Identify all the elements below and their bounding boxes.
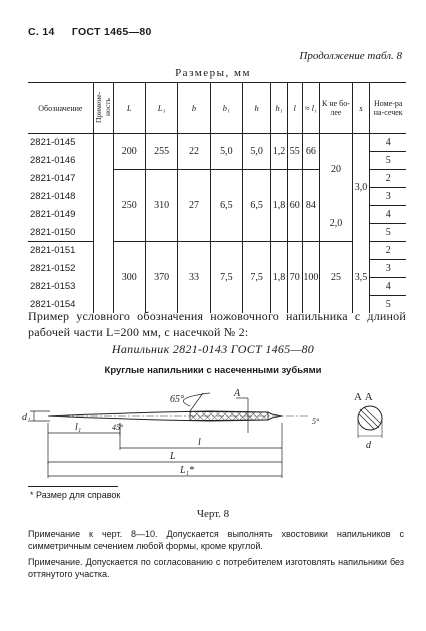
round-file-drawing <box>20 378 410 483</box>
col-b: b <box>178 83 210 134</box>
dimension-labels <box>22 388 320 476</box>
col-K: К не бо-лее <box>320 83 352 134</box>
col-applicability: Примене-ность <box>93 83 113 134</box>
col-L: L <box>113 83 145 134</box>
page-header <box>28 26 166 38</box>
file-body <box>48 411 310 421</box>
label-45: 45° <box>112 423 124 432</box>
table-row: 2821-0148 3 <box>28 188 406 206</box>
dimension-lines <box>30 393 282 478</box>
col-l: l <box>287 83 302 134</box>
col-h: h <box>243 83 271 134</box>
table-row: 2821-0145 200 255 22 5,0 5,0 1,2 55 66 20 3,0 4 <box>28 134 406 152</box>
figure-caption: Черт. 8 <box>196 508 230 520</box>
col-s: s <box>352 83 370 134</box>
drawing-subtitle: Круглые напильники с насеченными зубьями <box>104 365 322 376</box>
table-row: 2821-0154 5 <box>28 296 406 314</box>
label-l: l <box>198 437 201 448</box>
dimensions-table <box>28 82 406 313</box>
col-b1: b₁ <box>210 83 242 134</box>
label-A-mark: А <box>234 388 241 399</box>
label-5: 5° <box>312 417 320 426</box>
table-row: 2821-0151 300 370 33 7,5 7,5 1,8 70 100 25 3,5 2 <box>28 242 406 260</box>
col-L1: L₁ <box>145 83 177 134</box>
sizes-title: Размеры, мм <box>175 67 251 79</box>
designation-example: Напильник 2821-0143 ГОСТ 1465—80 <box>111 342 315 356</box>
label-L1: L₁* <box>180 465 195 476</box>
table-row: 2821-0153 4 <box>28 278 406 296</box>
table-row: 2821-0146 5 <box>28 152 406 170</box>
label-d: d <box>366 440 371 451</box>
footnote-divider <box>28 486 118 487</box>
note-2: Примечание. Допускается по согласованию с потребителем изготовлять напильники без оттянутого участка. <box>28 557 404 579</box>
table-row: 2821-0147 250 310 27 6,5 6,5 1,8 60 84 2 <box>28 170 406 188</box>
col-l1: ≈ l₁ <box>302 83 320 134</box>
section-label: А А <box>354 391 373 403</box>
label-L: L <box>170 451 176 462</box>
label-65: 65° <box>170 394 184 405</box>
table-continuation: Продолжение табл. 8 <box>299 50 402 62</box>
knurled-section <box>190 412 268 421</box>
designation-example-text: Пример условного обозначения ножовочного напильника с длиной рабочей части L=200 мм, с насечкой № 2: <box>28 309 406 339</box>
table-row: 2821-0150 5 <box>28 224 406 242</box>
standard-id: ГОСТ 1465—80 <box>71 26 152 38</box>
col-designation: Обозначение <box>28 83 93 134</box>
label-l1: l₁ <box>75 422 82 433</box>
section-view <box>358 406 382 438</box>
table-row: 2821-0149 2,0 4 <box>28 206 406 224</box>
table-row: 2821-0152 3 <box>28 260 406 278</box>
footnote: * Размер для справок <box>30 490 121 500</box>
note-1: Примечание к черт. 8—10. Допускается выполнять хвостовики напильников с симметричным сечением любой формы, кроме круглой. <box>28 529 404 551</box>
col-h1: h₁ <box>271 83 288 134</box>
page-number: С. 14 <box>28 26 55 38</box>
table-header-row <box>28 83 406 134</box>
label-d1: d₁ <box>22 412 31 423</box>
col-cut-numbers: Номе-ра на-сечек <box>370 83 406 134</box>
